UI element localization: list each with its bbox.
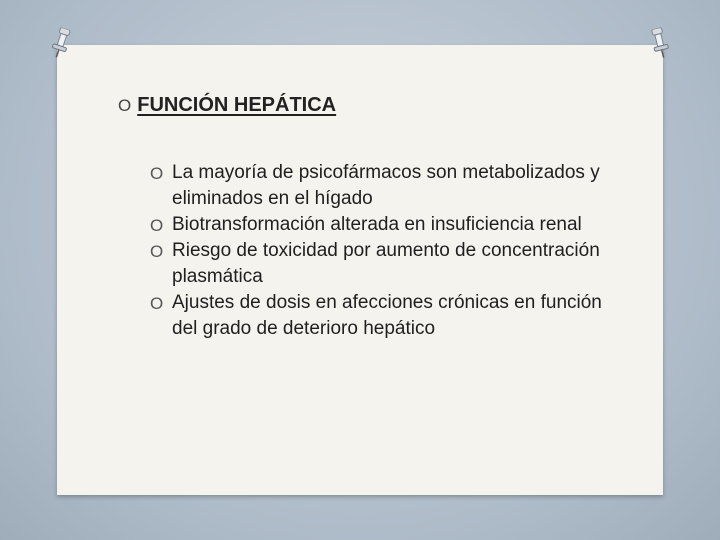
bullet-glyph: O (150, 164, 164, 183)
bullet-glyph: O (150, 216, 164, 235)
list-item-text: La mayoría de psicofármacos son metabolizados y eliminados en el hígado (172, 162, 600, 209)
heading-text: FUNCIÓN HEPÁTICA (137, 94, 337, 116)
list-item-text: Biotransformación alterada en insuficiencia renal (172, 214, 582, 235)
list-item-text: Riesgo de toxicidad por aumento de concentración plasmática (172, 240, 600, 287)
list-item (150, 160, 620, 212)
bullet-list (150, 160, 620, 342)
slide-heading (118, 94, 336, 117)
list-item-text: Ajustes de dosis en afecciones crónicas en función del grado de deterioro hepático (172, 292, 602, 339)
bullet-glyph: O (118, 96, 132, 115)
list-item (150, 212, 620, 238)
bullet-glyph: O (150, 242, 164, 261)
bullet-glyph: O (150, 294, 164, 313)
list-item (150, 290, 620, 342)
list-item (150, 238, 620, 290)
